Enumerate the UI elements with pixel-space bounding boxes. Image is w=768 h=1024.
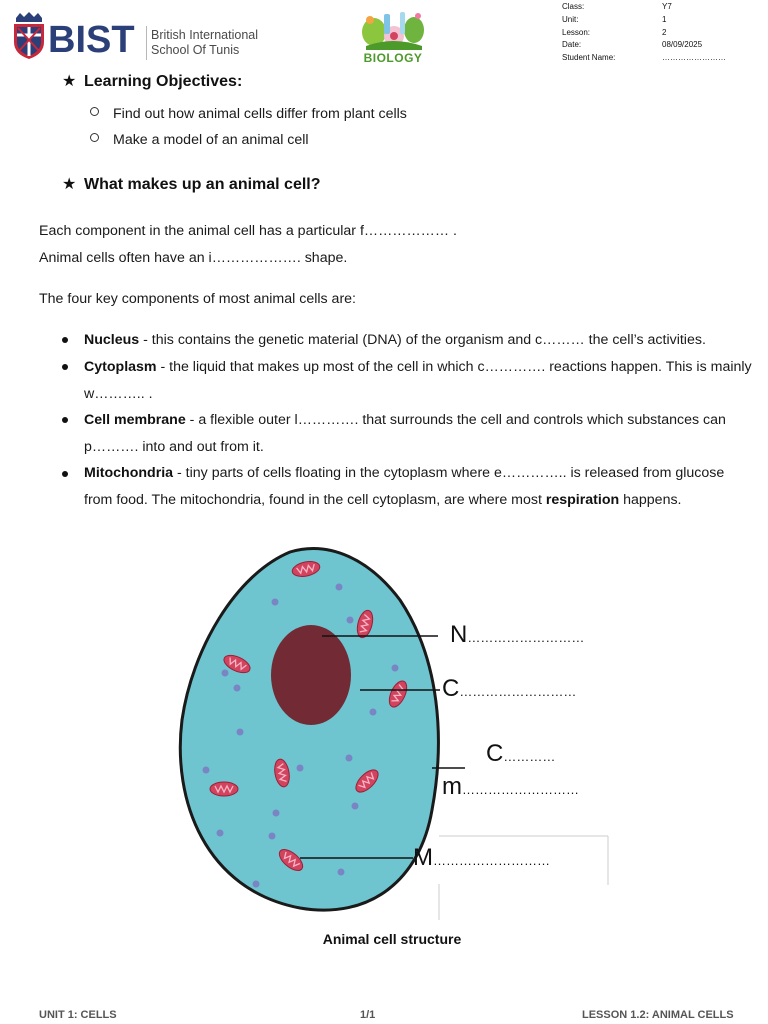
objectives-heading (62, 71, 242, 91)
bullet-icon (62, 364, 68, 370)
info-value: 1 (662, 14, 667, 24)
star-icon: ★ (62, 176, 77, 193)
bullet-icon (62, 417, 68, 423)
footer-lesson: LESSON 1.2: ANIMAL CELLS (582, 1009, 734, 1021)
label-cytoplasm (442, 676, 576, 705)
school-name-line1: British International (151, 28, 259, 42)
paragraph-intro: The four key components of most animal cells are: (39, 291, 356, 307)
label-blank: ……………………… (462, 782, 579, 797)
label-letter: N (450, 621, 468, 648)
hollow-bullet-icon (90, 107, 99, 116)
component-term: Cytoplasm (84, 359, 157, 375)
school-name-line2: School Of Tunis (151, 43, 240, 57)
info-value: Y7 (662, 2, 672, 11)
info-key: Unit: (562, 14, 579, 24)
label-nucleus (450, 622, 584, 651)
component-item-nucleus (84, 327, 754, 354)
label-blank: ………… (503, 749, 556, 764)
objective-text: Find out how animal cells differ from plant cells (113, 106, 407, 122)
logo-divider (146, 26, 147, 60)
component-term: Cell membrane (84, 412, 186, 428)
info-key: Student Name: (562, 53, 616, 63)
animal-cell-diagram (0, 540, 768, 940)
bullet-icon (62, 471, 68, 477)
objective-item (90, 131, 309, 149)
component-item-mitochondria (84, 460, 754, 514)
info-row-lesson (562, 27, 762, 40)
label-blank: ……………………… (467, 630, 585, 645)
info-key: Lesson: (562, 27, 591, 37)
component-bold-term: respiration (545, 491, 620, 508)
footer-unit: UNIT 1: CELLS (39, 1009, 117, 1021)
school-abbreviation: BIST (48, 19, 135, 61)
info-value: 08/09/2025 (662, 40, 703, 50)
label-letter: m (442, 773, 462, 800)
component-text: - a flexible outer l…………. that surrounds the cell and controls which substances can p………. into and out from it. (84, 412, 726, 455)
label-cell-membrane-part2 (442, 774, 579, 803)
hollow-bullet-icon (90, 133, 99, 142)
info-key: Class: (562, 2, 585, 11)
info-row-unit (562, 14, 762, 27)
nucleus-shape (271, 625, 351, 725)
component-text-tail: happens. (619, 491, 682, 508)
label-cell-membrane-part1 (486, 741, 555, 770)
component-text: - the liquid that makes up most of the cell in which c…………. reactions happen. This is mainly w……….. . (84, 359, 752, 402)
info-row-date (562, 39, 762, 52)
section-heading-text: What makes up an animal cell? (84, 176, 321, 193)
objective-item (90, 105, 407, 123)
paragraph-function: Each component in the animal cell has a particular f……………… . (39, 223, 457, 239)
paragraph-shape: Animal cells often have an i………………. shape. (39, 250, 348, 266)
subject-label: BIOLOGY (363, 51, 423, 65)
cell-membrane-shape (180, 549, 438, 911)
diagram-caption: Animal cell structure (322, 931, 462, 947)
info-value: 2 (662, 27, 667, 37)
label-mitochondria (413, 845, 550, 874)
info-row-class (562, 1, 762, 14)
component-item-cytoplasm (84, 354, 754, 408)
component-item-cell-membrane (84, 407, 754, 461)
label-blank: ……………………… (459, 684, 577, 699)
school-crest-icon (12, 12, 46, 60)
component-term: Mitochondria (84, 465, 174, 481)
lesson-info-block (562, 1, 762, 65)
component-text: - this contains the genetic material (DNA) of the organism and c……… the cell’s activities. (139, 332, 706, 348)
label-blank: ……………………… (433, 853, 550, 868)
component-text: - tiny parts of cells floating in the cytoplasm where e………….. is released from glucose from food. The mitochondria, found in the cell cytoplasm, are where most (84, 465, 725, 508)
objectives-heading-text: Learning Objectives: (84, 73, 243, 90)
school-name (151, 28, 258, 58)
component-term: Nucleus (84, 332, 140, 348)
footer-page-number: 1/1 (360, 1009, 376, 1021)
section-heading (62, 174, 321, 194)
star-icon: ★ (62, 73, 77, 90)
label-letter: C (486, 740, 504, 767)
info-row-student-name (562, 52, 762, 65)
info-key: Date: (562, 40, 582, 50)
objective-text: Make a model of an animal cell (113, 132, 309, 148)
info-value: …………………… (662, 53, 726, 63)
bullet-icon (62, 337, 68, 343)
label-letter: C (442, 675, 460, 702)
label-letter: M (413, 844, 433, 871)
